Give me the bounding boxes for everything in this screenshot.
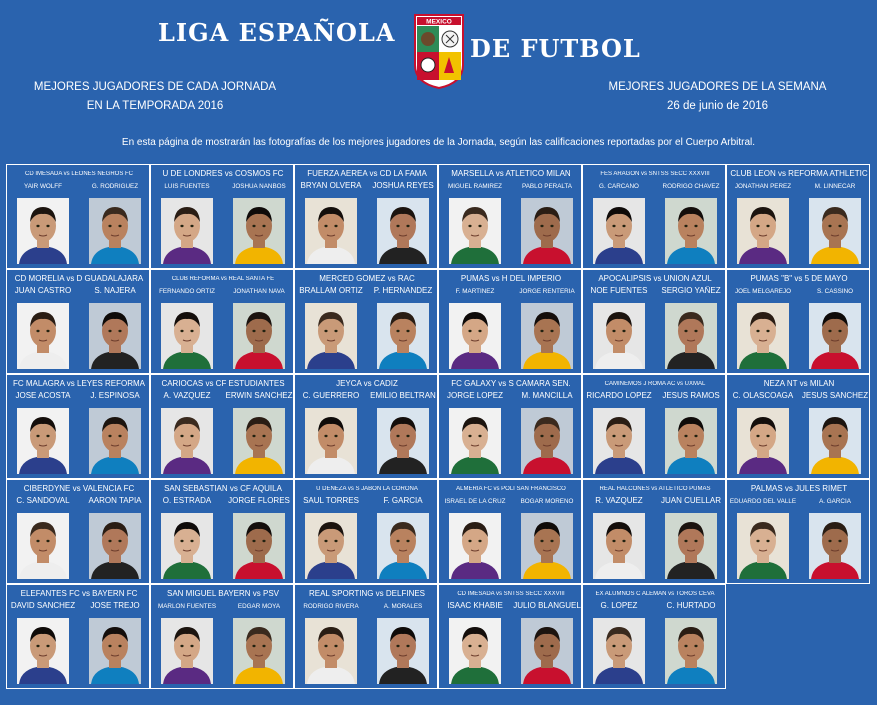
player-photo <box>593 303 645 369</box>
player-names <box>583 286 727 298</box>
match-title: JEYCA vs CADIZ <box>336 379 398 388</box>
season-caption-line1: MEJORES JUGADORES DE CADA JORNADA <box>33 81 277 93</box>
player-card <box>6 584 150 689</box>
player-card <box>294 584 438 689</box>
player-name: PABLO PERALTA <box>521 183 573 190</box>
player-name: RODRIGO CHAVEZ <box>662 183 720 190</box>
player-card <box>438 479 582 584</box>
player-names <box>295 181 439 193</box>
player-name: DAVID SANCHEZ <box>10 601 76 610</box>
player-card <box>582 584 726 689</box>
player-names <box>295 391 439 403</box>
player-name: JULIO BLANGUEL <box>513 601 581 610</box>
player-name: FERNANDO ORTIZ <box>159 288 215 295</box>
match-title: CAMINEMOS J ROMA AC vs UXMAL <box>604 381 706 387</box>
player-photo <box>665 513 717 579</box>
player-card <box>150 164 294 269</box>
player-photo <box>17 513 69 579</box>
player-names <box>727 183 871 195</box>
match-title: MERCED GOMEZ vs RAC <box>319 274 415 283</box>
player-names <box>727 391 871 403</box>
player-name: BOGAR MORENO <box>520 498 574 505</box>
match-title: PUMAS "B" vs 5 DE MAYO <box>750 274 848 283</box>
player-name: SAUL TORRES <box>303 496 359 505</box>
week-caption-line1: MEJORES JUGADORES DE LA SEMANA <box>608 81 827 93</box>
player-photo <box>449 513 501 579</box>
player-name: ERWIN SANCHEZ <box>225 391 293 400</box>
player-card <box>294 164 438 269</box>
player-photo <box>161 408 213 474</box>
player-name: M. LINNECAR <box>814 183 856 190</box>
player-name: LUIS FUENTES <box>164 183 210 190</box>
player-names <box>151 183 295 195</box>
player-photo <box>17 198 69 264</box>
player-card <box>294 479 438 584</box>
player-name: BRALLAM ORTIZ <box>299 286 363 295</box>
player-name: P. HERNANDEZ <box>373 286 433 295</box>
player-photo <box>305 198 357 264</box>
player-names <box>295 603 439 615</box>
player-photo <box>305 408 357 474</box>
player-names <box>295 286 439 298</box>
player-card <box>438 374 582 479</box>
player-card <box>6 374 150 479</box>
player-name: EDGAR MOYA <box>237 603 281 610</box>
match-title: FES ARAGON vs SNTSS SECC XXXVIII <box>600 171 710 177</box>
player-photo <box>377 618 429 684</box>
season-caption <box>20 78 290 116</box>
player-card <box>6 164 150 269</box>
player-photo <box>809 303 861 369</box>
player-name: JOSE ACOSTA <box>15 391 71 400</box>
week-caption-line2: 26 de junio de 2016 <box>666 100 769 112</box>
player-photo <box>737 408 789 474</box>
player-photo <box>161 618 213 684</box>
player-photo <box>89 198 141 264</box>
player-photo <box>665 618 717 684</box>
player-names <box>7 601 151 613</box>
player-name: YAIR WOLFF <box>23 183 62 190</box>
player-photo <box>233 198 285 264</box>
player-names <box>295 496 439 508</box>
player-photo <box>737 303 789 369</box>
player-name: C. GUERRERO <box>302 391 360 400</box>
match-title: CLUB LEON vs REFORMA ATHLETIC <box>730 169 868 178</box>
match-title: U DENEZA vs S JABON LA CORONA <box>316 486 418 492</box>
player-card <box>294 374 438 479</box>
player-photo <box>593 618 645 684</box>
player-photo <box>521 198 573 264</box>
player-names <box>439 183 583 195</box>
player-name: JORGE RENTERIA <box>519 288 575 295</box>
player-card <box>438 164 582 269</box>
season-caption-line2: EN LA TEMPORADA 2016 <box>86 100 224 112</box>
player-photo <box>521 408 573 474</box>
player-photo <box>449 408 501 474</box>
player-name: JESUS SANCHEZ <box>801 391 869 400</box>
players-grid <box>6 164 870 690</box>
player-photo <box>521 618 573 684</box>
intro-text: En esta página de mostrarán las fotografías de los mejores jugadores de la Jornada, según las calificaciones reportadas por el Cuerpo Arbitral. <box>121 137 756 148</box>
player-name: JORGE LOPEZ <box>446 391 503 400</box>
player-photo <box>305 303 357 369</box>
player-name: ISRAEL DE LA CRUZ <box>444 498 506 505</box>
player-photo <box>17 408 69 474</box>
player-photo <box>449 618 501 684</box>
player-photo <box>377 303 429 369</box>
player-name: JOSE TREJO <box>90 601 140 610</box>
player-photo <box>161 513 213 579</box>
player-name: JONATHAN PEREZ <box>734 183 792 190</box>
player-name: SERGIO YAÑEZ <box>661 286 721 295</box>
player-names <box>583 183 727 195</box>
player-photo <box>233 303 285 369</box>
player-names <box>151 496 295 508</box>
player-names <box>151 603 295 615</box>
player-name: NOE FUENTES <box>590 286 648 295</box>
player-photo <box>377 513 429 579</box>
player-card <box>582 374 726 479</box>
player-card <box>726 374 870 479</box>
player-card <box>726 164 870 269</box>
player-name: O. ESTRADA <box>162 496 212 505</box>
player-name: S. NAJERA <box>94 286 136 295</box>
title-right: DE FUTBOL <box>470 34 641 63</box>
player-names <box>439 498 583 510</box>
player-photo <box>593 198 645 264</box>
player-photo <box>89 513 141 579</box>
player-photo <box>593 408 645 474</box>
player-card <box>582 269 726 374</box>
player-photo <box>233 513 285 579</box>
player-name: G. RODRIGUEZ <box>91 183 139 190</box>
player-photo <box>89 303 141 369</box>
player-names <box>151 288 295 300</box>
player-names <box>7 183 151 195</box>
match-title: CD IMESADA vs SNTSS SECC XXXVIII <box>457 591 565 597</box>
player-photo <box>665 198 717 264</box>
player-card <box>438 269 582 374</box>
player-name: J. ESPINOSA <box>90 391 140 400</box>
match-title: CARIOCAS vs CF ESTUDIANTES <box>161 379 285 388</box>
player-name: A. MORALES <box>383 603 423 610</box>
player-name: EMILIO BELTRAN <box>370 391 436 400</box>
player-photo <box>737 513 789 579</box>
player-names <box>7 496 151 508</box>
player-photo <box>809 408 861 474</box>
player-photo <box>809 513 861 579</box>
match-title: EX ALUMNOS C ALEMAN vs TOROS CEVA <box>595 591 715 597</box>
player-card <box>150 584 294 689</box>
player-photo <box>665 408 717 474</box>
player-photo <box>233 618 285 684</box>
match-title: ELEFANTES FC vs BAYERN FC <box>20 589 138 598</box>
player-photo <box>593 513 645 579</box>
player-names <box>7 391 151 403</box>
player-photo <box>809 198 861 264</box>
player-name: JOSHUA REYES <box>372 181 434 190</box>
player-name: BRYAN OLVERA <box>300 181 362 190</box>
match-title: CLUB REFORMA vs REAL SANTA FE <box>171 276 275 282</box>
player-name: JUAN CUELLAR <box>660 496 721 505</box>
player-photo <box>521 303 573 369</box>
league-shield-logo <box>413 13 465 89</box>
player-photo <box>521 513 573 579</box>
match-title: SAN MIGUEL BAYERN vs PSV <box>166 589 280 598</box>
player-photo <box>89 618 141 684</box>
player-name: JUAN CASTRO <box>14 286 72 295</box>
match-title: REAL SPORTING vs DELFINES <box>308 589 426 598</box>
match-title: U DE LONDRES vs COSMOS FC <box>162 169 284 178</box>
player-names <box>583 496 727 508</box>
match-title: NEZA NT vs MILAN <box>763 379 835 388</box>
player-name: A. VAZQUEZ <box>163 391 211 400</box>
player-name: RODRIGO RIVERA <box>303 603 359 610</box>
player-card <box>726 479 870 584</box>
player-name: MIGUEL RAMIREZ <box>448 183 502 190</box>
player-photo <box>449 303 501 369</box>
player-name: AARON TAPIA <box>88 496 142 505</box>
match-title: FUERZA AEREA vs CD LA FAMA <box>307 169 427 178</box>
title-left: LIGA ESPAÑOLA <box>158 18 396 47</box>
player-photo <box>737 198 789 264</box>
player-name: R. VAZQUEZ <box>595 496 643 505</box>
player-name: EDUARDO DEL VALLE <box>729 498 797 505</box>
player-name: F. MARTINEZ <box>455 288 495 295</box>
player-name: C. HURTADO <box>666 601 716 610</box>
player-name: JESUS RAMOS <box>662 391 720 400</box>
player-name: G. LOPEZ <box>600 601 638 610</box>
match-title: SAN SEBASTIAN vs CF AQUILA <box>164 484 282 493</box>
player-name: C. SANDOVAL <box>16 496 70 505</box>
player-card <box>582 164 726 269</box>
player-name: ISAAC KHABIE <box>447 601 503 610</box>
player-names <box>151 391 295 403</box>
player-names <box>727 288 871 300</box>
player-photo <box>377 408 429 474</box>
player-photo <box>377 198 429 264</box>
match-title: REAL HALCONES vs ATLETICO PUMAS <box>599 486 711 492</box>
match-title: FC GALAXY vs S CAMARA SEN. <box>451 379 571 388</box>
player-name: JONATHAN NAVA <box>233 288 285 295</box>
player-photo <box>233 408 285 474</box>
player-names <box>439 391 583 403</box>
player-card <box>294 269 438 374</box>
player-card <box>726 269 870 374</box>
player-photo <box>305 513 357 579</box>
player-names <box>727 498 871 510</box>
player-card <box>150 479 294 584</box>
player-name: JOSHUA NANBOS <box>232 183 286 190</box>
match-title: FC MALAGRA vs LEYES REFORMA <box>12 379 146 388</box>
player-photo <box>89 408 141 474</box>
player-card <box>6 269 150 374</box>
player-names <box>583 601 727 613</box>
logo-text: MEXICO <box>426 18 452 26</box>
player-name: F. GARCIA <box>383 496 423 505</box>
player-name: MARLON FUENTES <box>157 603 217 610</box>
player-photo <box>449 198 501 264</box>
player-names <box>439 288 583 300</box>
player-name: JORGE FLORES <box>228 496 290 505</box>
player-photo <box>161 303 213 369</box>
match-title: CD IMESADA vs LEONES NEGROS FC <box>24 171 134 177</box>
player-card <box>150 269 294 374</box>
match-title: CIBERDYNE vs VALENCIA FC <box>23 484 135 493</box>
player-name: S. CASSINO <box>816 288 854 295</box>
player-name: M. MANCILLA <box>521 391 573 400</box>
player-names <box>583 391 727 403</box>
player-photo <box>665 303 717 369</box>
player-name: RICARDO LOPEZ <box>586 391 652 400</box>
player-names <box>439 601 583 613</box>
match-title: CD MORELIA vs D GUADALAJARA <box>14 274 144 283</box>
player-card <box>438 584 582 689</box>
player-name: C. OLASCOAGA <box>732 391 794 400</box>
player-name: G. CARCAÑO <box>599 183 639 190</box>
player-card <box>6 479 150 584</box>
player-name: A. GARCIA <box>819 498 851 505</box>
match-title: MARSELLA vs ATLETICO MILAN <box>451 169 571 178</box>
match-title: PUMAS vs H DEL IMPERIO <box>460 274 562 283</box>
player-card <box>150 374 294 479</box>
match-title: ALMERIA FC vs POLI SAN FRANCISCO <box>456 486 566 492</box>
player-photo <box>161 198 213 264</box>
player-name: JOEL MELGAREJO <box>734 288 792 295</box>
match-title: PALMAS vs JULES RIMET <box>750 484 848 493</box>
week-caption <box>580 78 855 116</box>
player-photo <box>17 303 69 369</box>
player-names <box>7 286 151 298</box>
player-photo <box>305 618 357 684</box>
match-title: APOCALIPSIS vs UNION AZUL <box>598 274 712 283</box>
player-card <box>582 479 726 584</box>
player-photo <box>17 618 69 684</box>
